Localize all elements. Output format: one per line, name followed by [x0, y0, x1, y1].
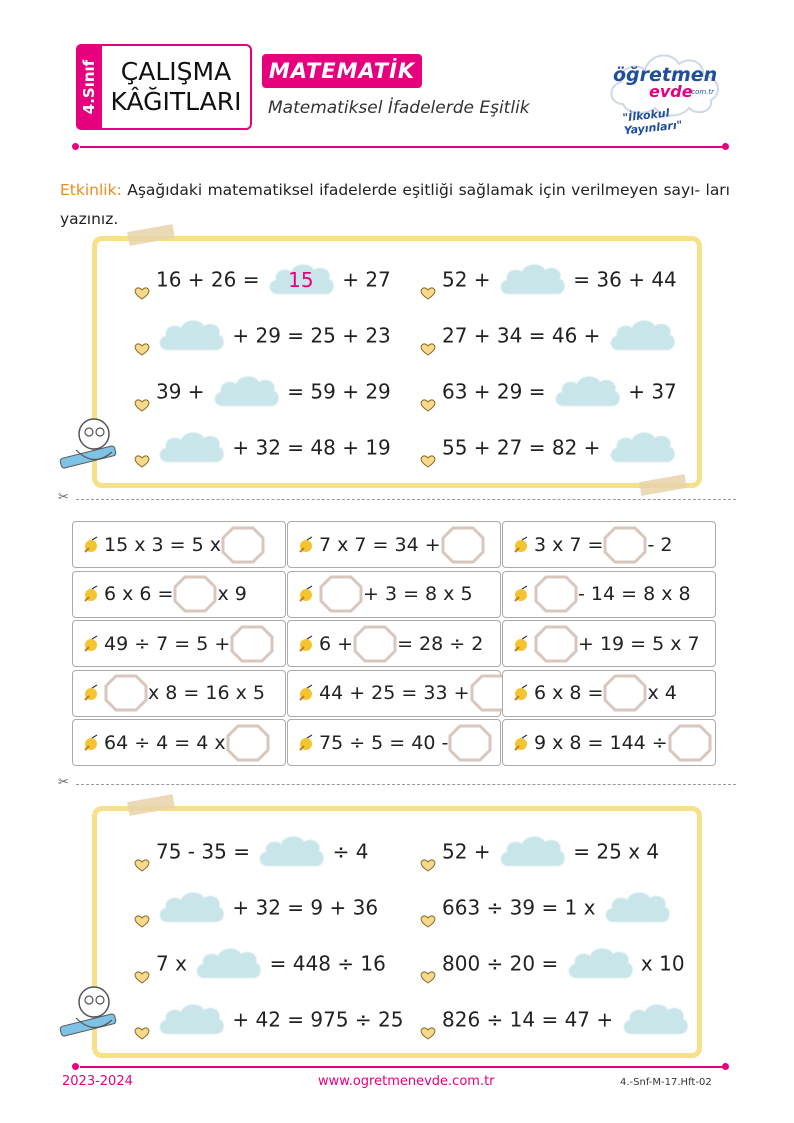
equation-right: + 3 = 8 x 5 — [363, 583, 473, 605]
footer-year: 2023-2024 — [62, 1074, 133, 1089]
equation-right: + 29 = 25 + 23 — [226, 323, 391, 348]
cloud-answer-blank[interactable] — [552, 372, 622, 412]
equation-item — [420, 258, 677, 298]
heart-bullet-icon — [134, 329, 150, 343]
pencil-bullet-icon — [83, 734, 101, 752]
equation-left: 9 x 8 = 144 ÷ — [534, 731, 668, 754]
equation-left: 52 + — [442, 267, 497, 292]
logo-main-a: öğretmen — [613, 64, 718, 86]
equation-left: 27 + 34 = 46 + — [442, 323, 607, 348]
pencil-bullet-icon — [83, 585, 101, 603]
rule-dot-right — [722, 143, 729, 150]
cloud-answer-blank[interactable] — [156, 316, 226, 356]
pencil-bullet-icon — [83, 635, 101, 653]
pencil-bullet-icon — [298, 684, 316, 702]
grid-equation-cell — [72, 719, 286, 766]
octagon-answer-blank[interactable] — [319, 575, 363, 613]
equation-item — [420, 942, 685, 982]
grid-equation-cell — [502, 719, 716, 766]
equation-left: 75 ÷ 5 = 40 - — [319, 731, 449, 754]
octagon-answer-blank[interactable] — [534, 575, 578, 613]
grid-equation-cell — [287, 620, 501, 667]
grid-equation-cell — [287, 571, 501, 618]
equation-left: 52 + — [442, 839, 497, 864]
heart-bullet-icon — [420, 273, 436, 287]
grid-equation-cell — [72, 521, 286, 568]
cloud-answer-blank[interactable] — [256, 832, 326, 872]
equation-right: = 28 ÷ 2 — [397, 632, 484, 655]
grid-equation-cell — [287, 670, 501, 717]
equation-item — [420, 998, 690, 1038]
grid-equation-cell — [502, 521, 716, 568]
heart-bullet-icon — [420, 957, 436, 971]
equation-item — [134, 886, 378, 926]
heart-bullet-icon — [134, 441, 150, 455]
equation-left: 663 ÷ 39 = 1 x — [442, 895, 602, 920]
equation-item — [420, 830, 659, 870]
answer-value: 15 — [288, 267, 314, 292]
equation-item — [134, 426, 391, 466]
cloud-answer-blank[interactable] — [193, 944, 263, 984]
equation-right: x 9 — [217, 583, 247, 605]
cloud-answer-blank[interactable] — [497, 832, 567, 872]
octagon-answer-blank[interactable] — [441, 526, 485, 564]
title-box — [100, 44, 252, 130]
grade-label: 4.Sınıf — [80, 59, 98, 115]
octagon-answer-blank[interactable] — [104, 674, 148, 712]
octagon-answer-blank[interactable] — [668, 724, 712, 762]
octagon-answer-blank[interactable] — [221, 526, 265, 564]
student-pencil-icon — [56, 980, 126, 1046]
equation-right: = 36 + 44 — [566, 267, 677, 292]
pencil-bullet-icon — [513, 585, 531, 603]
subject-badge: MATEMATİK — [262, 54, 422, 88]
cloud-answer-blank[interactable] — [565, 944, 635, 984]
title-line2: KÂĞITLARI — [110, 87, 242, 116]
heart-bullet-icon — [420, 845, 436, 859]
equation-right: - 14 = 8 x 8 — [578, 583, 691, 605]
heart-bullet-icon — [134, 1013, 150, 1027]
equation-left: 55 + 27 = 82 + — [442, 435, 607, 460]
equation-right: x 10 — [634, 951, 685, 976]
equation-item — [420, 886, 672, 926]
equation-right: + 27 — [335, 267, 391, 292]
pencil-bullet-icon — [513, 536, 531, 554]
cut-line — [76, 784, 736, 785]
equation-item — [134, 942, 386, 982]
publisher-logo — [605, 42, 727, 138]
octagon-answer-blank[interactable] — [226, 724, 270, 762]
equation-item — [134, 370, 391, 410]
equation-left: 6 x 8 = — [534, 682, 604, 704]
heart-bullet-icon — [134, 901, 150, 915]
equation-right: = 448 ÷ 16 — [263, 951, 386, 976]
equation-left: 7 x — [156, 951, 194, 976]
pencil-bullet-icon — [513, 734, 531, 752]
cloud-answer-blank[interactable] — [266, 260, 336, 300]
cloud-answer-blank[interactable] — [497, 260, 567, 300]
heart-bullet-icon — [420, 901, 436, 915]
equation-right: x 8 = 16 x 5 — [148, 682, 265, 704]
grid-equation-cell — [72, 571, 286, 618]
octagon-answer-blank[interactable] — [230, 625, 274, 663]
octagon-answer-blank[interactable] — [448, 724, 492, 762]
cloud-answer-blank[interactable] — [620, 1000, 690, 1040]
pencil-bullet-icon — [83, 684, 101, 702]
heart-bullet-icon — [134, 273, 150, 287]
footer-website[interactable]: www.ogretmenevde.com.tr — [318, 1074, 495, 1089]
equation-right: + 32 = 9 + 36 — [226, 895, 379, 920]
equation-right: = 59 + 29 — [280, 379, 391, 404]
equation-right: x 4 — [647, 682, 677, 704]
equation-left: 39 + — [156, 379, 211, 404]
rule-dot-left — [72, 1063, 79, 1070]
equation-left: 49 ÷ 7 = 5 + — [104, 632, 231, 655]
equation-left: 75 - 35 = — [156, 839, 257, 864]
equation-item — [134, 998, 404, 1038]
equation-left: 3 x 7 = — [534, 533, 604, 556]
pencil-bullet-icon — [513, 635, 531, 653]
pencil-bullet-icon — [513, 684, 531, 702]
header-rule — [80, 146, 724, 148]
scissors-icon: ✂ — [58, 775, 69, 790]
logo-domain: .com.tr — [689, 88, 715, 96]
grid-equation-cell — [287, 719, 501, 766]
grid-equation-cell — [72, 620, 286, 667]
grid-equation-cell — [502, 571, 716, 618]
cloud-answer-blank[interactable] — [156, 1000, 226, 1040]
cloud-answer-blank[interactable] — [211, 372, 281, 412]
grid-equation-cell — [502, 620, 716, 667]
instruction-text: Aşağıdaki matematiksel ifadelerde eşitliği sağlamak için verilmeyen sayı- ları yazınız. — [60, 181, 730, 228]
grid-equation-cell — [502, 670, 716, 717]
octagon-answer-blank[interactable] — [353, 625, 397, 663]
equation-right: = 25 x 4 — [566, 839, 660, 864]
cloud-answer-blank[interactable] — [602, 888, 672, 928]
equation-left: 826 ÷ 14 = 47 + — [442, 1007, 620, 1032]
heart-bullet-icon — [134, 385, 150, 399]
cloud-answer-blank[interactable] — [607, 316, 677, 356]
cloud-answer-blank[interactable] — [607, 428, 677, 468]
equation-item — [134, 830, 369, 870]
topic-title: Matematiksel İfadelerde Eşitlik — [268, 98, 530, 118]
octagon-answer-blank[interactable] — [603, 674, 647, 712]
heart-bullet-icon — [420, 441, 436, 455]
equation-left: 7 x 7 = 34 + — [319, 533, 441, 556]
equation-left: 15 x 3 = 5 x — [104, 533, 221, 556]
equation-right: - 2 — [647, 533, 673, 556]
equation-right: + 19 = 5 x 7 — [578, 632, 700, 655]
octagon-answer-blank[interactable] — [173, 575, 217, 613]
pencil-bullet-icon — [298, 734, 316, 752]
scissors-icon: ✂ — [58, 490, 69, 505]
logo-tagline: "İlkokul Yayınları" — [621, 106, 683, 138]
heart-bullet-icon — [420, 329, 436, 343]
equation-left: 44 + 25 = 33 + — [319, 682, 470, 704]
footer-rule — [80, 1066, 724, 1068]
equation-item — [420, 426, 677, 466]
cloud-answer-blank[interactable] — [156, 888, 226, 928]
pencil-bullet-icon — [298, 635, 316, 653]
equation-item — [134, 314, 391, 354]
equation-item — [134, 258, 391, 298]
pencil-bullet-icon — [298, 536, 316, 554]
equation-item — [420, 370, 677, 410]
footer-code: 4.-Snf-M-17.Hft-02 — [620, 1077, 712, 1088]
pencil-bullet-icon — [83, 536, 101, 554]
equation-right: + 32 = 48 + 19 — [226, 435, 391, 460]
equation-left: 63 + 29 = — [442, 379, 552, 404]
grid-equation-cell — [287, 521, 501, 568]
pencil-bullet-icon — [298, 585, 316, 603]
equation-item — [420, 314, 677, 354]
instruction-label: Etkinlik: — [60, 181, 122, 199]
rule-dot-right — [722, 1063, 729, 1070]
equation-left: 6 + — [319, 632, 354, 655]
octagon-answer-blank[interactable] — [534, 625, 578, 663]
student-pencil-icon — [56, 412, 126, 478]
title-line1: ÇALIŞMA — [120, 57, 232, 86]
heart-bullet-icon — [420, 1013, 436, 1027]
octagon-answer-blank[interactable] — [603, 526, 647, 564]
heart-bullet-icon — [134, 845, 150, 859]
cloud-answer-blank[interactable] — [156, 428, 226, 468]
equation-left: 16 + 26 = — [156, 267, 266, 292]
equation-left: 800 ÷ 20 = — [442, 951, 565, 976]
equation-left: 64 ÷ 4 = 4 x — [104, 731, 226, 754]
equation-right: + 37 — [621, 379, 677, 404]
equation-right: + 42 = 975 ÷ 25 — [226, 1007, 404, 1032]
rule-dot-left — [72, 143, 79, 150]
equation-right: ÷ 4 — [326, 839, 369, 864]
heart-bullet-icon — [420, 385, 436, 399]
logo-main-b: evde — [649, 82, 693, 101]
grade-tab — [76, 44, 102, 130]
cut-line — [76, 499, 736, 500]
heart-bullet-icon — [134, 957, 150, 971]
grid-equation-cell — [72, 670, 286, 717]
equation-left: 6 x 6 = — [104, 583, 174, 605]
